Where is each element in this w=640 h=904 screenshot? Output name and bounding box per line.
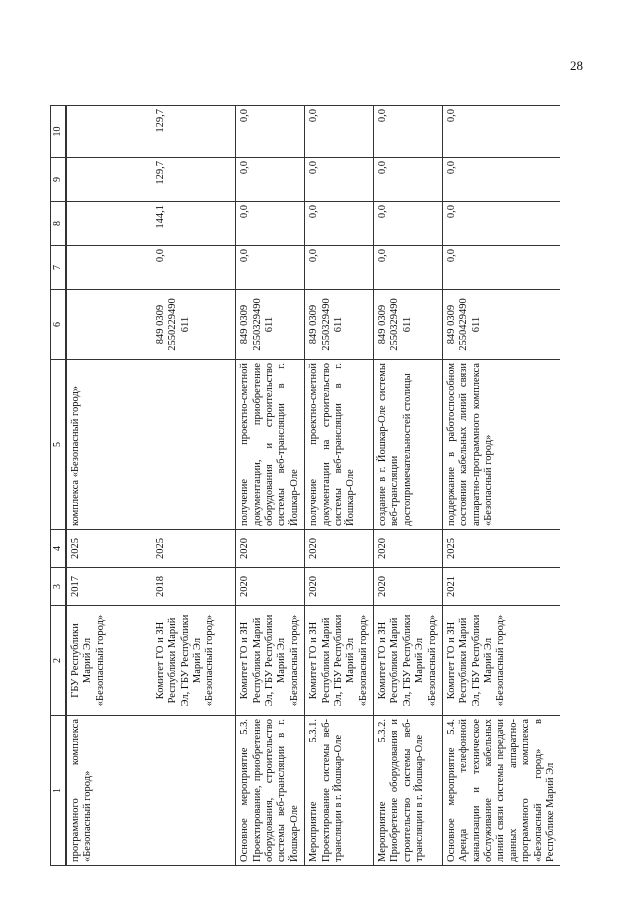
table-cell-c3: 2021 bbox=[442, 568, 560, 606]
program-table bbox=[50, 105, 560, 866]
table-cell-c10: 0,0 bbox=[442, 106, 560, 158]
header-cell: 2 bbox=[51, 606, 66, 716]
header-cell: 7 bbox=[51, 246, 66, 290]
table-cell-c6: 849 0309 2550429490 611 bbox=[442, 290, 560, 360]
table-cell-c1: Мероприятие 5.3.1. Проектирование системы веб-трансляции в г. Йошкар-Оле bbox=[305, 716, 374, 866]
table-cell-c9: 0,0 bbox=[305, 158, 374, 202]
table-cell-c2: Комитет ГО и ЗН Республики Марий Эл, ГБУ Республики Марий Эл «Безопасный город» bbox=[305, 606, 374, 716]
table-cell-c7: 0,0 bbox=[152, 246, 236, 290]
table-cell-c10: 0,0 bbox=[305, 106, 374, 158]
table-row bbox=[305, 106, 374, 866]
table-cell-c3: 2018 bbox=[152, 568, 236, 606]
table-cell-c1: Основное мероприятие 5.3. Проектирование, приобретение оборудования, строительство системы веб-трансляции в г. Йошкар-Оле bbox=[236, 716, 305, 866]
table-cell-c10: 129,7 bbox=[152, 106, 236, 158]
header-cell: 10 bbox=[51, 106, 66, 158]
table-cell-c9: 0,0 bbox=[374, 158, 443, 202]
table-cell-c4: 2020 bbox=[236, 530, 305, 568]
header-cell: 8 bbox=[51, 202, 66, 246]
table-cell-c5: получение проектно-сметной документации на строительство системы веб-трансляции в г. Йошкар-Оле bbox=[305, 360, 374, 530]
table-cell-c8 bbox=[66, 202, 152, 246]
table-cell-c2: Комитет ГО и ЗН Республики Марий Эл, ГБУ Республики Марий Эл «Безопасный город» bbox=[442, 606, 560, 716]
table-row bbox=[66, 106, 152, 866]
table-cell-c1: программного комплекса «Безопасный город» bbox=[66, 716, 152, 866]
table-cell-c4: 2020 bbox=[305, 530, 374, 568]
table-cell-c9: 0,0 bbox=[236, 158, 305, 202]
table-cell-c8: 0,0 bbox=[442, 202, 560, 246]
table-cell-c4: 2020 bbox=[374, 530, 443, 568]
table-cell-c6: 849 0309 2550329490 611 bbox=[305, 290, 374, 360]
table-cell-c2: Комитет ГО и ЗН Республики Марий Эл, ГБУ Республики Марий Эл «Безопасный город» bbox=[152, 606, 236, 716]
table-cell-c5: поддержание в работоспособном состоянии кабельных линий связи аппаратно-программного комплекса «Безопасный город» bbox=[442, 360, 560, 530]
table-cell-c2: Комитет ГО и ЗН Республики Марий Эл, ГБУ Республики Марий Эл «Безопасный город» bbox=[236, 606, 305, 716]
header-row bbox=[51, 106, 66, 866]
header-cell: 3 bbox=[51, 568, 66, 606]
table-cell-c5: комплекса «Безопасный город» bbox=[66, 360, 152, 530]
table-cell-c2: Комитет ГО и ЗН Республики Марий Эл, ГБУ Республики Марий Эл «Безопасный город» bbox=[374, 606, 443, 716]
table-cell-c4: 2025 bbox=[152, 530, 236, 568]
table-cell-c3: 2017 bbox=[66, 568, 152, 606]
page-number: 28 bbox=[570, 58, 583, 73]
table-row bbox=[442, 106, 560, 866]
table-cell-c2: ГБУ Республики Марий Эл «Безопасный город» bbox=[66, 606, 152, 716]
table-cell-c10: 0,0 bbox=[374, 106, 443, 158]
table-cell-c7: 0,0 bbox=[305, 246, 374, 290]
table-cell-c1: Основное мероприятие 5.4. Аренда телефонной канализации и техническое обслуживание кабельных линий связи системы передачи данных аппаратно-программного комплекса «Безопасный город» в Республике Марий Эл bbox=[442, 716, 560, 866]
table-cell-c10 bbox=[66, 106, 152, 158]
table-cell-c8: 0,0 bbox=[374, 202, 443, 246]
header-cell: 1 bbox=[51, 716, 66, 866]
table-cell-c4: 2025 bbox=[66, 530, 152, 568]
table-cell-c6 bbox=[66, 290, 152, 360]
table-cell-c7: 0,0 bbox=[442, 246, 560, 290]
header-cell: 5 bbox=[51, 360, 66, 530]
table-cell-c9 bbox=[66, 158, 152, 202]
table-cell-c7: 0,0 bbox=[236, 246, 305, 290]
table-cell-c3: 2020 bbox=[374, 568, 443, 606]
header-cell: 4 bbox=[51, 530, 66, 568]
table-cell-c5: создание в г. Йошкар-Оле системы веб-трансляции достопримечательностей столицы bbox=[374, 360, 443, 530]
table-cell-c5: получение проектно-сметной документации, приобретение оборудования и строительство системы веб-трансляции в г. Йошкар-Оле bbox=[236, 360, 305, 530]
table-cell-c9: 0,0 bbox=[442, 158, 560, 202]
table-cell-c7: 0,0 bbox=[374, 246, 443, 290]
table-cell-c1: Мероприятие 5.3.2. Приобретение оборудования и строительство системы веб-трансляции в г. Йошкар-Оле bbox=[374, 716, 443, 866]
table-cell-c10: 0,0 bbox=[236, 106, 305, 158]
rotated-table-page bbox=[50, 106, 590, 866]
table-cell-c6: 849 0309 2550229490 611 bbox=[152, 290, 236, 360]
table-cell-c8: 144,1 bbox=[152, 202, 236, 246]
table-cell-c3: 2020 bbox=[236, 568, 305, 606]
table-cell-c8: 0,0 bbox=[305, 202, 374, 246]
table-cell-c9: 129,7 bbox=[152, 158, 236, 202]
table-row bbox=[152, 106, 236, 866]
table-cell-c7 bbox=[66, 246, 152, 290]
table-row bbox=[374, 106, 443, 866]
table-cell-c6: 849 0309 2550329490 611 bbox=[374, 290, 443, 360]
table-cell-c3: 2020 bbox=[305, 568, 374, 606]
table-cell-c5 bbox=[152, 360, 236, 530]
table-cell-c6: 849 0309 2550329490 611 bbox=[236, 290, 305, 360]
table-cell-c8: 0,0 bbox=[236, 202, 305, 246]
table-cell-c4: 2025 bbox=[442, 530, 560, 568]
header-cell: 6 bbox=[51, 290, 66, 360]
table-row bbox=[236, 106, 305, 866]
table-cell-c1 bbox=[152, 716, 236, 866]
header-cell: 9 bbox=[51, 158, 66, 202]
